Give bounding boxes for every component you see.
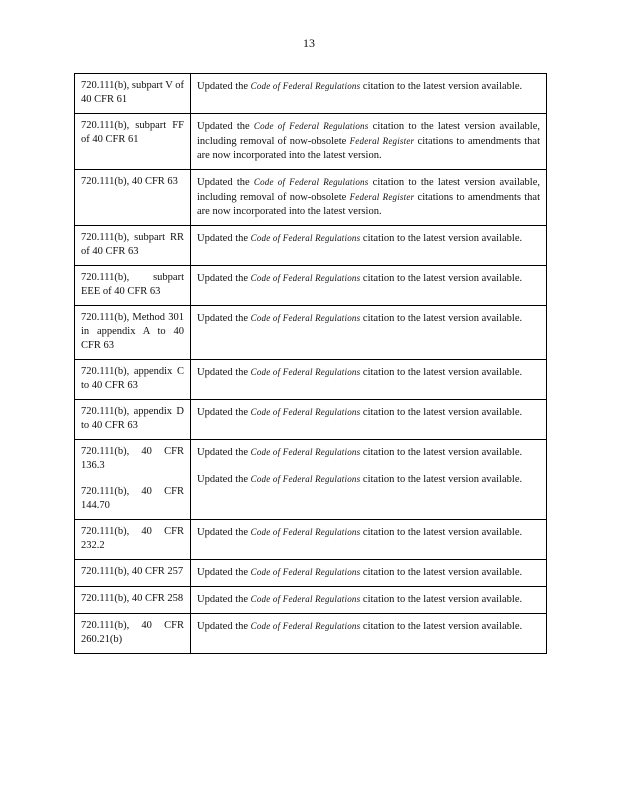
description-cell (191, 266, 547, 306)
federal-register-title: Federal Register (349, 136, 415, 146)
description-text: citation to the latest version available. (360, 594, 523, 605)
rule-reference: 720.111(b), 40 CFR 260.21(b) (81, 620, 184, 645)
cfr-title: Code of Federal Regulations (250, 621, 361, 631)
description-cell (191, 306, 547, 360)
table-row (75, 520, 547, 560)
cfr-title: Code of Federal Regulations (253, 121, 369, 131)
description-text: citation to the latest version available. (360, 233, 523, 244)
change-description (197, 472, 540, 487)
description-text: citation to the latest version available. (360, 367, 523, 378)
description-cell (191, 360, 547, 400)
description-cell (191, 74, 547, 114)
change-description (197, 79, 540, 94)
rule-cell (75, 114, 191, 170)
change-description (197, 271, 540, 286)
description-text: citation to the latest version available, including removal of now-obsolete (197, 121, 540, 147)
change-description (197, 311, 540, 326)
change-description (197, 365, 540, 380)
cfr-title: Code of Federal Regulations (250, 527, 361, 537)
description-text: Updated the (197, 527, 251, 538)
table-row (75, 560, 547, 587)
description-text: Updated the (197, 474, 251, 485)
table-row (75, 400, 547, 440)
cfr-title: Code of Federal Regulations (250, 594, 361, 604)
description-text: citation to the latest version available. (360, 407, 523, 418)
table-row (75, 587, 547, 614)
rule-reference: 720.111(b), 40 CFR 232.2 (81, 526, 184, 551)
rule-reference: 720.111(b), 40 CFR 63 (81, 176, 178, 187)
table-row (75, 306, 547, 360)
cfr-title: Code of Federal Regulations (253, 177, 369, 187)
cfr-title: Code of Federal Regulations (250, 81, 361, 91)
description-cell (191, 440, 547, 520)
description-text: Updated the (197, 621, 251, 632)
table-row (75, 360, 547, 400)
change-description (197, 119, 540, 163)
rule-reference: 720.111(b), subpart EEE of 40 CFR 63 (81, 272, 184, 297)
rule-cell (75, 170, 191, 226)
description-text: Updated the (197, 594, 251, 605)
cfr-title: Code of Federal Regulations (250, 273, 361, 283)
cfr-title: Code of Federal Regulations (250, 447, 361, 457)
description-text: citation to the latest version available, including removal of now-obsolete (197, 177, 540, 203)
table-row (75, 614, 547, 654)
change-description (197, 231, 540, 246)
change-description (197, 592, 540, 607)
description-text: citation to the latest version available. (360, 81, 523, 92)
rule-cell (75, 587, 191, 614)
change-description (197, 525, 540, 540)
table-row (75, 74, 547, 114)
table-row (75, 266, 547, 306)
rule-cell (75, 266, 191, 306)
rule-reference: 720.111(b), 40 CFR 258 (81, 593, 184, 604)
description-text: Updated the (197, 121, 254, 132)
cfr-title: Code of Federal Regulations (250, 313, 361, 323)
rule-cell (75, 520, 191, 560)
table-row (75, 226, 547, 266)
change-description (197, 405, 540, 420)
cfr-title: Code of Federal Regulations (250, 367, 361, 377)
description-text: citations to amendments that are now incorporated into the latest version. (197, 192, 541, 217)
change-description (197, 565, 540, 580)
cfr-title: Code of Federal Regulations (250, 407, 361, 417)
description-text: Updated the (197, 313, 251, 324)
table-row (75, 440, 547, 520)
rule-reference: 720.111(b), 40 CFR 257 (81, 566, 184, 577)
rule-cell (75, 614, 191, 654)
rule-reference: 720.111(b), subpart FF of 40 CFR 61 (81, 120, 184, 145)
description-cell (191, 400, 547, 440)
cfr-title: Code of Federal Regulations (250, 567, 361, 577)
description-cell (191, 170, 547, 226)
change-description (197, 445, 540, 460)
table-row (75, 170, 547, 226)
rule-cell (75, 226, 191, 266)
description-text: citation to the latest version available. (360, 313, 523, 324)
rule-cell (75, 74, 191, 114)
changes-table-body (75, 74, 547, 654)
description-text: citation to the latest version available. (360, 447, 523, 458)
description-text: Updated the (197, 233, 251, 244)
rule-reference: 720.111(b), appendix C to 40 CFR 63 (81, 366, 184, 391)
description-text: citation to the latest version available. (360, 621, 523, 632)
change-description (197, 175, 540, 219)
description-text: citation to the latest version available. (360, 567, 523, 578)
description-cell (191, 587, 547, 614)
description-text: Updated the (197, 273, 251, 284)
rule-reference: 720.111(b), 40 CFR 144.70 (81, 486, 184, 511)
description-text: citation to the latest version available. (360, 273, 523, 284)
rule-cell (75, 306, 191, 360)
description-text: Updated the (197, 407, 251, 418)
change-description (197, 619, 540, 634)
federal-register-title: Federal Register (349, 192, 415, 202)
rule-cell (75, 400, 191, 440)
rule-cell (75, 360, 191, 400)
description-text: citation to the latest version available. (360, 527, 523, 538)
changes-table (74, 73, 547, 654)
description-text: Updated the (197, 447, 251, 458)
description-cell (191, 560, 547, 587)
cfr-title: Code of Federal Regulations (250, 233, 361, 243)
description-text: citations to amendments that are now incorporated into the latest version. (197, 136, 541, 161)
description-text: citation to the latest version available. (360, 474, 523, 485)
description-cell (191, 520, 547, 560)
rule-cell (75, 440, 191, 520)
rule-reference: 720.111(b), 40 CFR 136.3 (81, 446, 184, 471)
cfr-title: Code of Federal Regulations (250, 474, 361, 484)
rule-reference: 720.111(b), appendix D to 40 CFR 63 (81, 406, 184, 431)
rule-cell (75, 560, 191, 587)
page-number: 13 (303, 36, 315, 50)
description-text: Updated the (197, 81, 251, 92)
rule-reference: 720.111(b), subpart RR of 40 CFR 63 (81, 232, 184, 257)
description-text: Updated the (197, 177, 254, 188)
rule-reference: 720.111(b), subpart V of 40 CFR 61 (81, 80, 184, 105)
rule-reference: 720.111(b), Method 301 in appendix A to 40 CFR 63 (81, 312, 184, 351)
description-cell (191, 614, 547, 654)
description-cell (191, 114, 547, 170)
table-row (75, 114, 547, 170)
description-cell (191, 226, 547, 266)
description-text: Updated the (197, 367, 251, 378)
description-text: Updated the (197, 567, 251, 578)
